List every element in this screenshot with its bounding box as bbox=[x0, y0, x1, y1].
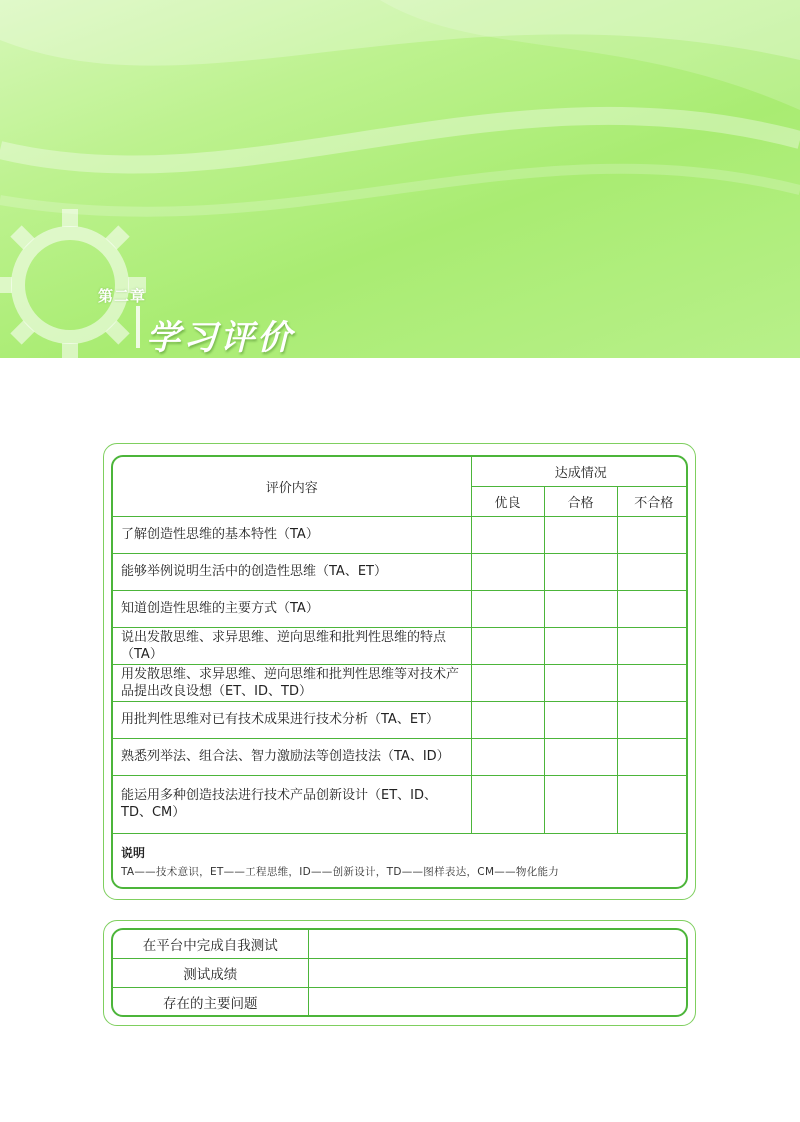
checkbox-cell-excellent[interactable] bbox=[471, 738, 544, 775]
checkbox-cell-excellent[interactable] bbox=[471, 553, 544, 590]
self-test-answer-field[interactable] bbox=[308, 930, 686, 959]
header-status: 达成情况 bbox=[471, 457, 688, 486]
gear-icon bbox=[0, 209, 146, 358]
checkbox-cell-fail[interactable] bbox=[617, 664, 688, 701]
checkbox-cell-pass[interactable] bbox=[544, 627, 617, 664]
checkbox-cell-excellent[interactable] bbox=[471, 516, 544, 553]
self-test-table-frame bbox=[111, 928, 688, 1017]
checkbox-cell-excellent[interactable] bbox=[471, 775, 544, 833]
criterion-text: 熟悉列举法、组合法、智力激励法等创造技法（TA、ID） bbox=[113, 738, 471, 775]
header-level-fail: 不合格 bbox=[617, 486, 688, 516]
page-title: 学习评价 bbox=[146, 318, 294, 358]
checkbox-cell-fail[interactable] bbox=[617, 701, 688, 738]
criterion-text: 用批判性思维对已有技术成果进行技术分析（TA、ET） bbox=[113, 701, 471, 738]
checkbox-cell-pass[interactable] bbox=[544, 701, 617, 738]
table-row bbox=[113, 775, 688, 833]
problems-field[interactable] bbox=[308, 988, 686, 1017]
table-row bbox=[113, 590, 688, 627]
table-row bbox=[113, 701, 688, 738]
evaluation-table bbox=[113, 457, 688, 889]
table-row bbox=[113, 988, 686, 1017]
self-test-table bbox=[113, 930, 686, 1016]
title-accent-bar bbox=[136, 306, 140, 348]
checkbox-cell-pass[interactable] bbox=[544, 590, 617, 627]
self-test-label: 在平台中完成自我测试 bbox=[113, 930, 308, 959]
criterion-text: 了解创造性思维的基本特性（TA） bbox=[113, 516, 471, 553]
table-row bbox=[113, 627, 688, 664]
table-row bbox=[113, 959, 686, 988]
checkbox-cell-pass[interactable] bbox=[544, 516, 617, 553]
checkbox-cell-excellent[interactable] bbox=[471, 701, 544, 738]
criterion-text: 用发散思维、求异思维、逆向思维和批判性思维等对技术产品提出改良设想（ET、ID、TD） bbox=[113, 664, 471, 701]
table-row bbox=[113, 930, 686, 959]
checkbox-cell-pass[interactable] bbox=[544, 553, 617, 590]
checkbox-cell-fail[interactable] bbox=[617, 775, 688, 833]
chapter-banner bbox=[0, 0, 800, 358]
legend-note bbox=[113, 833, 688, 889]
checkbox-cell-pass[interactable] bbox=[544, 738, 617, 775]
checkbox-cell-excellent[interactable] bbox=[471, 590, 544, 627]
test-score-field[interactable] bbox=[308, 959, 686, 988]
checkbox-cell-fail[interactable] bbox=[617, 553, 688, 590]
checkbox-cell-fail[interactable] bbox=[617, 516, 688, 553]
test-score-label: 测试成绩 bbox=[113, 959, 308, 988]
criterion-text: 说出发散思维、求异思维、逆向思维和批判性思维的特点（TA） bbox=[113, 627, 471, 664]
table-row bbox=[113, 553, 688, 590]
checkbox-cell-pass[interactable] bbox=[544, 775, 617, 833]
criterion-text: 知道创造性思维的主要方式（TA） bbox=[113, 590, 471, 627]
checkbox-cell-excellent[interactable] bbox=[471, 627, 544, 664]
criterion-text: 能运用多种创造技法进行技术产品创新设计（ET、ID、TD、CM） bbox=[113, 775, 471, 833]
table-row bbox=[113, 516, 688, 553]
table-row bbox=[113, 664, 688, 701]
checkbox-cell-pass[interactable] bbox=[544, 664, 617, 701]
problems-label: 存在的主要问题 bbox=[113, 988, 308, 1017]
header-level-pass: 合格 bbox=[544, 486, 617, 516]
header-level-excellent: 优良 bbox=[471, 486, 544, 516]
header-content: 评价内容 bbox=[113, 457, 471, 516]
table-row bbox=[113, 738, 688, 775]
checkbox-cell-fail[interactable] bbox=[617, 627, 688, 664]
note-text: TA——技术意识，ET——工程思维，ID——创新设计，TD——图样表达，CM——物化能力 bbox=[121, 865, 560, 878]
note-title: 说明 bbox=[121, 845, 146, 860]
checkbox-cell-fail[interactable] bbox=[617, 590, 688, 627]
checkbox-cell-excellent[interactable] bbox=[471, 664, 544, 701]
checkbox-cell-fail[interactable] bbox=[617, 738, 688, 775]
criterion-text: 能够举例说明生活中的创造性思维（TA、ET） bbox=[113, 553, 471, 590]
evaluation-table-frame bbox=[111, 455, 688, 889]
chapter-label: 第二章 bbox=[98, 287, 147, 305]
